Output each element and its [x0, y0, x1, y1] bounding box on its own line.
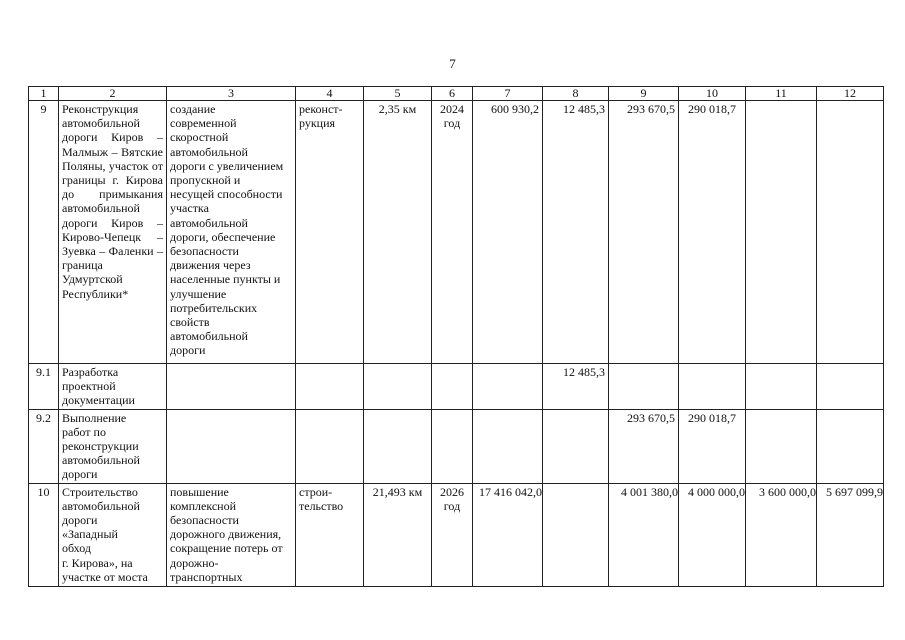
object-name: Разработка проектной документации — [59, 364, 167, 410]
object-name: Реконструкция автомобильной дороги Киров – Малмыж – Вятские Поляны, участок от границы г. Кирова до примыкания автомобильной дороги Киров – Кирово-Чепецк – Зуевка – Фаленки – граница Удмуртской Республики* — [59, 101, 167, 364]
row-number: 9.2 — [29, 409, 59, 483]
header-cell: 11 — [746, 87, 817, 101]
total-cost — [473, 364, 543, 410]
table-row — [29, 409, 884, 483]
total-cost: 17 416 042,0 — [473, 483, 543, 586]
table-row — [29, 483, 884, 586]
row-number: 10 — [29, 483, 59, 586]
cell-col-9: 4 001 380,0 — [609, 483, 679, 586]
table-row — [29, 364, 884, 410]
work-type — [296, 409, 364, 483]
cell-col-8: 12 485,3 — [543, 364, 609, 410]
completion-year: 2024 год — [432, 101, 473, 364]
length-value: 21,493 км — [364, 483, 432, 586]
length-value — [364, 364, 432, 410]
completion-year — [432, 364, 473, 410]
cell-col-10: 290 018,7 — [679, 409, 746, 483]
cell-col-9 — [609, 364, 679, 410]
cell-col-9: 293 670,5 — [609, 409, 679, 483]
length-value — [364, 409, 432, 483]
object-name: Выполнение работ по реконструкции автомобильной дороги — [59, 409, 167, 483]
header-cell: 4 — [296, 87, 364, 101]
completion-year — [432, 409, 473, 483]
cell-col-12: 5 697 099,9 — [817, 483, 884, 586]
object-purpose: создание современной скоростной автомобильной дороги с увеличением пропускной и несущей способности участка автомобильной дороги, обеспечение безопасности движения через населенные пункты и улучшение потребительских свойств автомобильной дороги — [167, 101, 296, 364]
cell-col-10: 4 000 000,0 — [679, 483, 746, 586]
cell-col-8 — [543, 483, 609, 586]
page-number: 7 — [449, 56, 456, 71]
header-cell: 3 — [167, 87, 296, 101]
capital-projects-table — [28, 86, 884, 587]
cell-col-10: 290 018,7 — [679, 101, 746, 364]
header-cell: 6 — [432, 87, 473, 101]
work-type — [296, 364, 364, 410]
column-number-header-row — [29, 87, 884, 101]
object-name: Строительство автомобильной дороги «Западный обход г. Кирова», на участке от моста — [59, 483, 167, 586]
cell-col-8: 12 485,3 — [543, 101, 609, 364]
header-cell: 12 — [817, 87, 884, 101]
cell-col-11 — [746, 409, 817, 483]
work-type: реконст- рукция — [296, 101, 364, 364]
header-cell: 8 — [543, 87, 609, 101]
cell-col-11 — [746, 101, 817, 364]
cell-col-11 — [746, 364, 817, 410]
total-cost — [473, 409, 543, 483]
cell-col-11: 3 600 000,0 — [746, 483, 817, 586]
header-cell: 9 — [609, 87, 679, 101]
total-cost: 600 930,2 — [473, 101, 543, 364]
header-cell: 7 — [473, 87, 543, 101]
header-cell: 5 — [364, 87, 432, 101]
cell-col-12 — [817, 364, 884, 410]
header-cell: 2 — [59, 87, 167, 101]
object-purpose — [167, 364, 296, 410]
table-row — [29, 101, 884, 364]
header-cell: 1 — [29, 87, 59, 101]
cell-col-10 — [679, 364, 746, 410]
length-value: 2,35 км — [364, 101, 432, 364]
work-type: строи- тельство — [296, 483, 364, 586]
cell-col-12 — [817, 409, 884, 483]
object-purpose — [167, 409, 296, 483]
row-number: 9.1 — [29, 364, 59, 410]
row-number: 9 — [29, 101, 59, 364]
completion-year: 2026 год — [432, 483, 473, 586]
object-purpose: повышение комплексной безопасности дорожного движения, сокращение потерь от дорожно- транспортных — [167, 483, 296, 586]
cell-col-12 — [817, 101, 884, 364]
cell-col-9: 293 670,5 — [609, 101, 679, 364]
header-cell: 10 — [679, 87, 746, 101]
cell-col-8 — [543, 409, 609, 483]
